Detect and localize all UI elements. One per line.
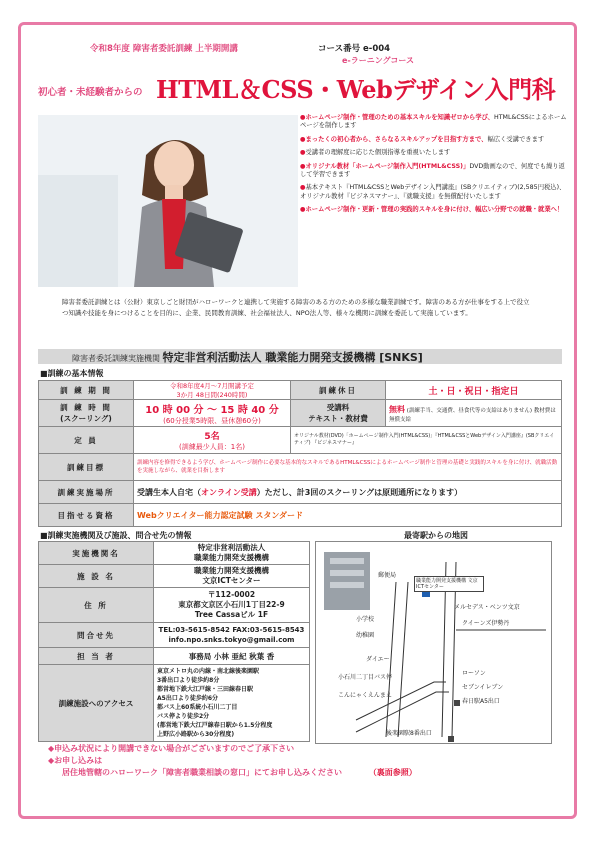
feature-list	[300, 114, 568, 220]
contact-label: 担 当 者	[39, 648, 154, 665]
access-map	[315, 541, 552, 744]
cert-label: 目指せる資格	[39, 504, 134, 527]
fee-label: 受講料 テキスト・教材費	[291, 400, 386, 427]
feature-item: ●受講者の理解度に応じた個別指導を重視いたします	[300, 149, 451, 157]
map-label: 郵便局	[378, 572, 397, 579]
map-label-center: 職業能力開発支援機構 文京ICTセンター	[414, 576, 484, 592]
time-label: 訓 練 時 間 (スクーリング)	[39, 400, 134, 427]
map-label: 春日駅A5出口	[462, 698, 500, 705]
period-value: 令和8年度4月〜7月開講予定 3か月 48日間(240時間)	[134, 381, 291, 400]
map-label: クイーンズ伊勢丹	[462, 620, 510, 627]
map-label: 小石川二丁目バス停	[338, 674, 393, 681]
map-label: 後楽園駅8番出口	[386, 730, 432, 737]
map-label: メルセデス・ベンツ文京	[454, 604, 520, 611]
holiday-value: 土・日・祝日・指定日	[386, 381, 562, 400]
subtitle: 初心者・未経験者からの	[38, 87, 143, 98]
capacity-label: 定 員	[39, 427, 134, 454]
notes	[48, 743, 417, 779]
contact-label: 住 所	[39, 588, 154, 623]
goal-value: 訓練内容を修得できるよう学び、ホームページ制作に必要な基本的なスキルであるHTML&CSSによるホームページ制作と管理の基礎と実践的スキルを身に付け、就職活動を実施しながら、就業を目指します	[134, 454, 562, 481]
place-label: 訓練実施場所	[39, 481, 134, 504]
basic-info-table	[38, 380, 562, 527]
capacity-value: 5名 (訓練最少人員：1名)	[134, 427, 291, 454]
org-name: 特定非営利活動法人 職業能力開発支援機構 [SNKS]	[162, 351, 423, 364]
org-label: 障害者委託訓練実施機関	[72, 354, 160, 363]
note-line: ◆お申し込みは	[48, 756, 103, 765]
map-heading: 最寄駅からの地図	[404, 531, 468, 540]
contact-label: 実施機関名	[39, 542, 154, 565]
contact-heading: ■訓練実施機関及び施設、問合せ先の情報	[40, 531, 192, 540]
cert-value: Webクリエイター能力認定試験 スタンダード	[134, 504, 562, 527]
contact-table	[38, 541, 310, 742]
note-line: 居住地管轄のハローワーク「障害者職業相談の窓口」にてお申し込みください （裏面参照）	[62, 768, 417, 777]
feature-item: ●ホームページ制作・管理のための基本スキルを知識ゼロから学び、HTML&CSSによるホームページを制作します	[300, 114, 567, 130]
access-value: 東京メトロ丸の内線・南北線後楽園駅 3番出口より徒歩約8分 都営地下鉄大江戸線・三田線春日駅 A5出口より徒歩約6分 都バス上60系統小石川二丁目 バス停より徒歩2分 (都営地下鉄大江戸線春日駅から1.5分程度 上野広小路駅から30分程度)	[154, 665, 310, 742]
map-label: セブンイレブン	[462, 684, 504, 691]
contact-label: 訓練施設へのアクセス	[39, 665, 154, 742]
map-label: こんにゃくえんまえ	[338, 692, 392, 699]
map-label: 小学校	[356, 616, 375, 623]
page-title: HTML＆CSS・Webデザイン入門科	[156, 75, 556, 104]
map-label: ダイエー	[366, 656, 390, 663]
course-number: コース番号 e-004	[318, 44, 391, 54]
note-line: ◆申込み状況により開講できない場合がございますのでご了承下さい	[48, 744, 295, 753]
feature-item: ●ホームページ制作・更新・管理の実践的スキルを身に付け、幅広い分野での就職・就業へ！	[300, 206, 564, 214]
map-label: ローソン	[462, 670, 486, 677]
org-line	[72, 349, 423, 365]
feature-item: ●まったくの初心者から、さらなるスキルアップを目指す方まで、幅広く受講できます	[300, 135, 545, 143]
contact-value: 事務局 小林 亜紀 秋葉 香	[154, 648, 310, 665]
period-label: 訓 練 期 間	[39, 381, 134, 400]
map-label: 幼稚園	[356, 632, 375, 639]
contact-value: 〒112-0002 東京都文京区小石川1丁目22-9 Tree Cassaビル 1F	[154, 588, 310, 623]
intro-text: 障害者委託訓練とは（公財）東京しごと財団がハローワークと連携して実施する障害のある方のための多様な職業訓練です。障害のある方が仕事をする上で役立つ知識や技能を身につけることを目的に、企業、民間教育訓練、社会福祉法人、NPO法人等、様々な機関に訓練を委託して実施しています。	[62, 298, 530, 317]
feature-item: ●基本テキスト『HTML&CSSとWebデザイン入門講座』(SBクリエイティブ)(2,585円税込)、オリジナル教材『ビジネスマナー』、『就職支援』を無償配付いたします	[300, 184, 566, 200]
fee-value: 無料 (訓練手当、交通費、昼食代等の支給はありません) 教材費は無償支給	[386, 400, 562, 427]
contact-label: 問合せ先	[39, 623, 154, 648]
goal-label: 訓練目標	[39, 454, 134, 481]
elearning-label: e-ラーニングコース	[342, 56, 415, 65]
text-materials: オリジナル教材(DVD)「ホームページ制作入門(HTML&CSS)」『HTML&CSSとWebデザイン入門講座』(SBクリエイティブ) 『ビジネスマナー』	[291, 427, 562, 454]
feature-item: ●オリジナル教材「ホームページ制作入門(HTML&CSS)」DVD動画なので、何度でも繰り返して学習できます	[300, 162, 565, 179]
contact-value: TEL:03-5615-8542 FAX:03-5615-8543 info.npo.snks.tokyo@gmail.com	[154, 623, 310, 648]
program-header: 令和8年度 障害者委託訓練 上半期開講	[90, 44, 238, 54]
holiday-label: 訓練休日	[291, 381, 386, 400]
woman-photo	[38, 115, 298, 287]
contact-value: 特定非営利活動法人 職業能力開発支援機構	[154, 542, 310, 565]
place-value: 受講生本人自宅（オンライン受講）ただし、計3回のスクーリングは原則通所になります）	[134, 481, 562, 504]
time-value: 10 時 00 分 〜 15 時 40 分 (60分授業5時限、昼休憩60分)	[134, 400, 291, 427]
basic-info-heading: ■訓練の基本情報	[40, 369, 104, 378]
contact-label: 施 設 名	[39, 565, 154, 588]
contact-value: 職業能力開発支援機構 文京ICTセンター	[154, 565, 310, 588]
